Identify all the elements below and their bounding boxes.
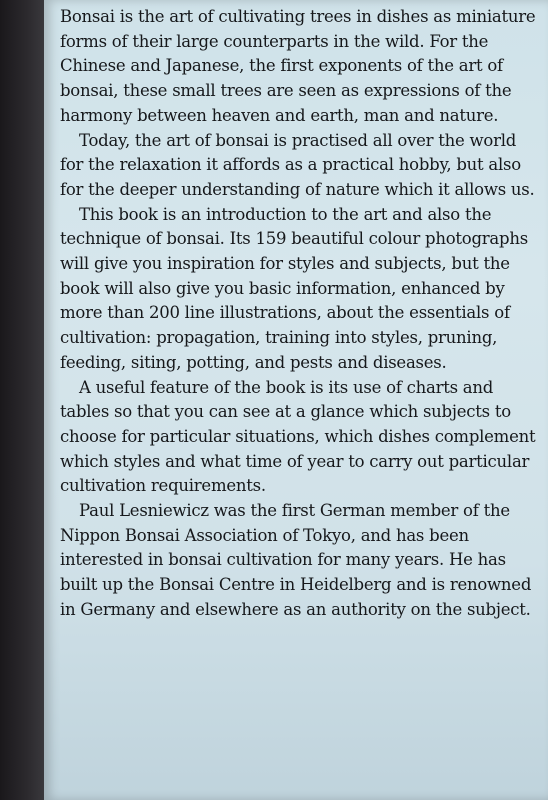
- blurb-paragraph-relaxation: Today, the art of bonsai is practised all over the world for the relaxation it affords as a practical hobby, but also for the deeper understanding of nature which it allows us.: [60, 130, 535, 199]
- blurb-paragraph-author-bio: Paul Lesniewicz was the first German member of the Nippon Bonsai Association of Tokyo, and has been interested in bonsai cultivation for many years. He has built up the Bonsai Centre in Heidelberg and is renowned in Germany and elsewhere as an authority on the subject.: [60, 501, 532, 619]
- blurb-paragraph-book-contents: This book is an introduction to the art and also the technique of bonsai. Its 159 beautiful colour photographs will give you inspiration for styles and subjects, but the book will also give you basic information, enhanced by more than 200 line illustrations, about the essentials of cultivation: propagation, training into styles, pruning, feeding, siting, potting, and pests and diseases.: [60, 204, 528, 372]
- back-cover-page: [44, 0, 548, 800]
- back-cover-blurb: [60, 5, 544, 623]
- blurb-paragraph-charts-tables: A useful feature of the book is its use of charts and tables so that you can see at a glance which subjects to choose for particular situations, which dishes complement which styles and what time of year to carry out particular cultivation requirements.: [60, 377, 536, 496]
- blurb-paragraph-intro: Bonsai is the art of cultivating trees in dishes as miniature forms of their large counterparts in the wild. For the Chinese and Japanese, the first exponents of the art of bonsai, these small trees are seen as expressions of the harmony between heaven and earth, man and nature.: [60, 7, 536, 125]
- book-spine-shadow: [0, 0, 46, 800]
